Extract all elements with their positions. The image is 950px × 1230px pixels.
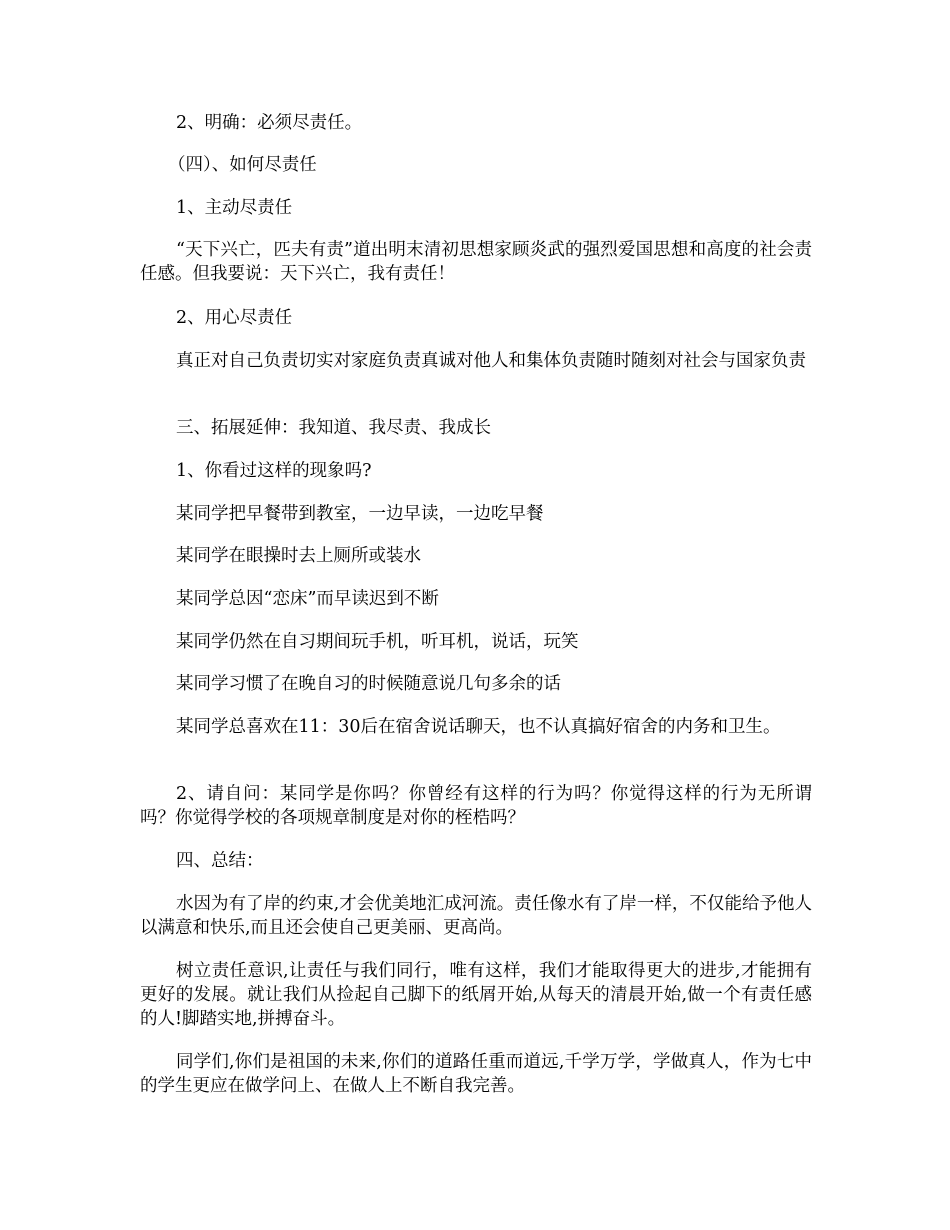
section-heading-4: （四）、如何尽责任 [168, 155, 317, 175]
paragraph-19: 同学们,你们是祖国的未来,你们的道路任重而道远,千学万学，学做真人，作为七中的学生更应在做学问上、在做人上不断自我完善。 [140, 1052, 812, 1096]
paragraph-15: 2、请自问：某同学是你吗？你曾经有这样的行为吗？你觉得这样的行为无所谓吗？你觉得学校的各项规章制度是对你的桎梏吗？ [140, 784, 812, 828]
list-item: 某同学总喜欢在11：30后在宿舍说话聊天，也不认真搞好宿舍的内务和卫生。 [176, 717, 781, 737]
paragraph-18: 树立责任意识,让责任与我们同行，唯有这样，我们才能取得更大的进步,才能拥有更好的发展。就让我们从捡起自己脚下的纸屑开始,从每天的清晨开始,做一个有责任感的人!脚踏实地,拼搏奋斗。 [140, 961, 812, 1029]
list-item: 某同学习惯了在晚自习的时候随意说几句多余的话 [176, 674, 561, 694]
paragraph-6: 真正对自己负责切实对家庭负责真诚对他人和集体负责随时随刻对社会与国家负责 [176, 351, 806, 371]
paragraph-17: 水因为有了岸的约束,才会优美地汇成河流。责任像水有了岸一样，不仅能给予他人以满意和快乐,而且还会使自己更美丽、更高尚。 [140, 894, 812, 938]
list-item: 某同学仍然在自习期间玩手机，听耳机，说话，玩笑 [176, 632, 579, 652]
paragraph-4: “天下兴亡，匹夫有责”道出明末清初思想家顾炎武的强烈爱国思想和高度的社会责任感。但我要说：天下兴亡，我有责任！ [140, 240, 812, 284]
paragraph-1: 2、明确：必须尽责任。 [176, 113, 363, 133]
paragraph-3: 1、主动尽责任 [176, 198, 293, 218]
list-item: 某同学把早餐带到教室，一边早读，一边吃早餐 [176, 504, 544, 524]
list-item: 某同学总因“恋床”而早读迟到不断 [176, 589, 439, 609]
section-heading-3: 三、拓展延伸：我知道、我尽责、我成长 [176, 418, 491, 438]
paragraph-8: 1、你看过这样的现象吗? [176, 461, 372, 481]
paragraph-5: 2、用心尽责任 [176, 308, 293, 328]
section-heading-summary: 四、总结： [176, 851, 264, 871]
list-item: 某同学在眼操时去上厕所或装水 [176, 546, 421, 566]
